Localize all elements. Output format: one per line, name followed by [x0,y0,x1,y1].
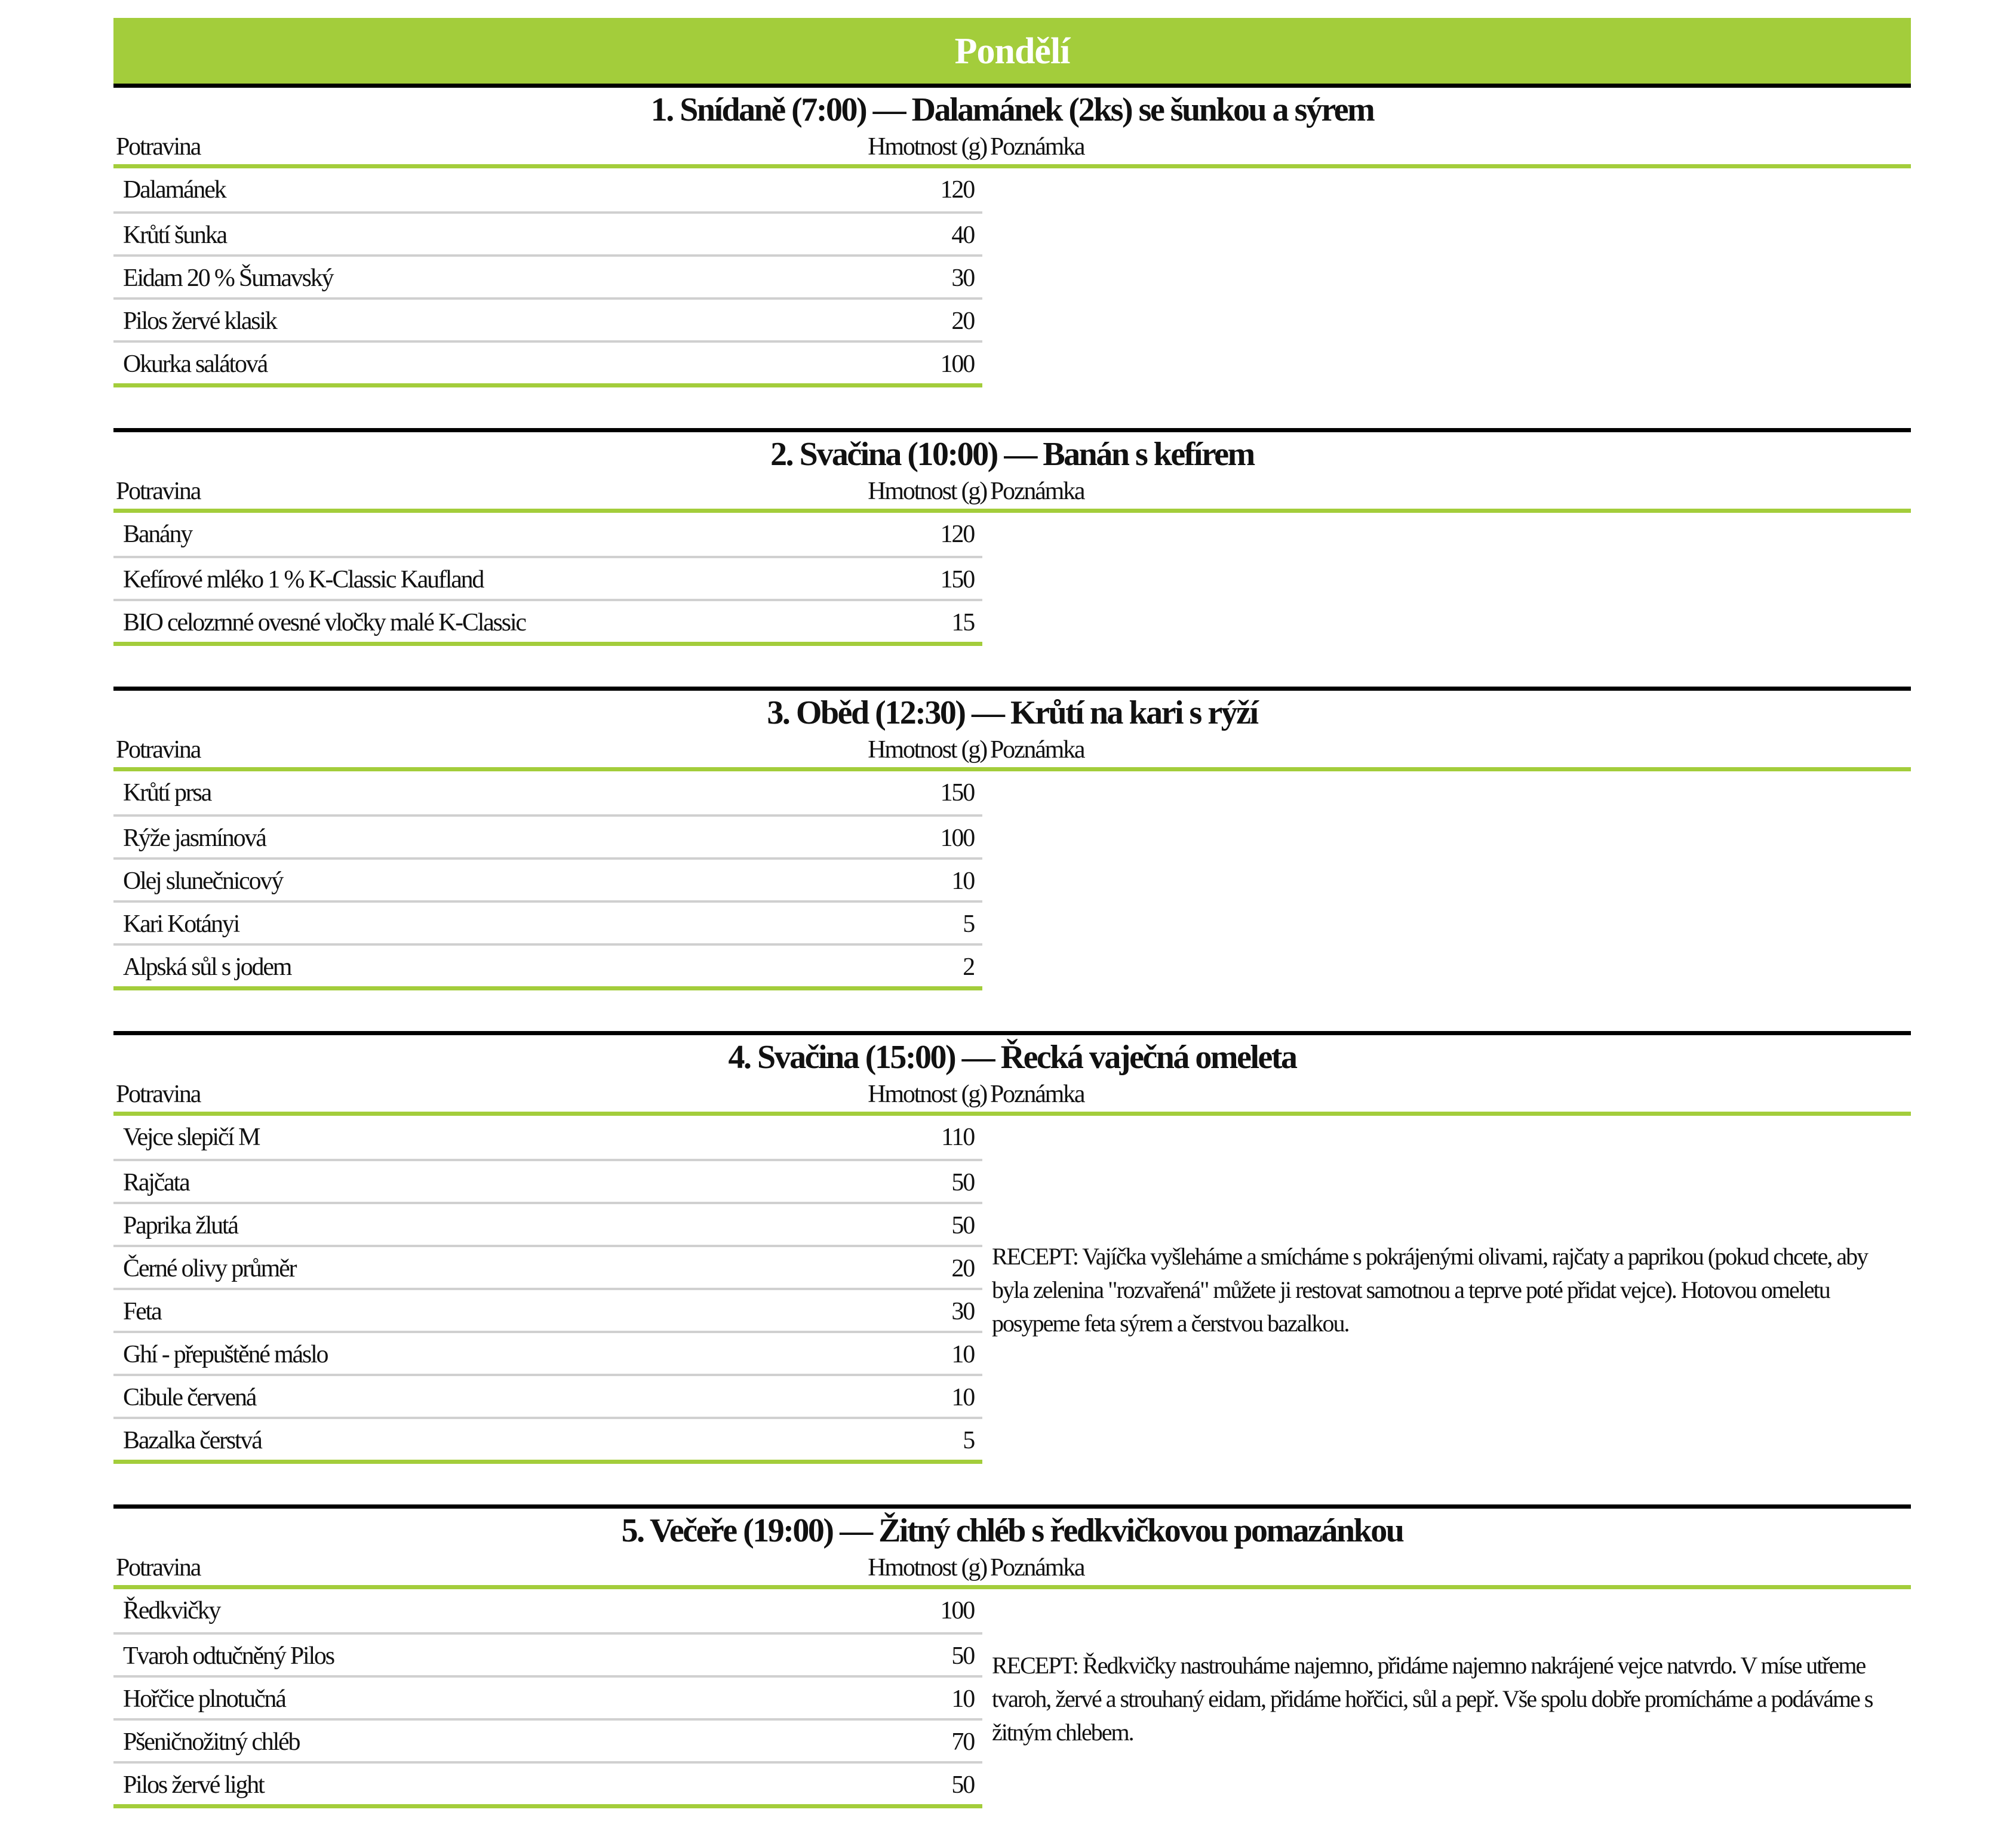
food-weight: 20 [951,307,974,335]
food-name: Ghí - přepuštěné máslo [123,1341,328,1368]
column-header-note: Poznámka [990,1554,1084,1581]
food-weight: 10 [951,867,974,895]
table-row [113,556,982,599]
meal-section [113,428,1911,646]
food-name: Cibule červená [123,1384,256,1411]
column-header-weight: Hmotnost (g) [868,478,987,505]
table-row [113,168,982,211]
food-weight: 120 [940,521,974,548]
table-row [113,254,982,297]
table-header [113,733,1911,771]
food-name: Krůtí šunka [123,221,226,249]
food-name: Olej slunečnicový [123,867,283,895]
table-row [113,900,982,943]
food-weight: 20 [951,1255,974,1282]
food-table [113,771,982,990]
table-row [113,1761,982,1804]
food-weight: 150 [940,566,974,593]
food-weight: 15 [951,609,974,636]
food-weight: 10 [951,1341,974,1368]
table-row [113,857,982,900]
food-weight: 110 [941,1124,974,1151]
recipe-note [982,168,1911,387]
table-header [113,474,1911,513]
food-table [113,1589,982,1808]
food-name: Dalamánek [123,176,226,204]
table-row [113,599,982,642]
table-row [113,1331,982,1374]
food-name: Bazalka čerstvá [123,1427,262,1454]
table-row [113,513,982,556]
food-name: Rajčata [123,1169,189,1196]
table-row [113,1288,982,1331]
table-row [113,1718,982,1761]
table-header [113,1550,1911,1589]
column-header-note: Poznámka [990,133,1084,161]
food-weight: 100 [940,824,974,852]
food-weight: 50 [951,1169,974,1196]
meal-section [113,1504,1911,1808]
food-name: Pilos žervé light [123,1771,264,1799]
column-header-food: Potravina [116,736,201,764]
column-header-note: Poznámka [990,736,1084,764]
table-header [113,1077,1911,1116]
food-weight: 5 [963,1427,974,1454]
meal-title: 2. Svačina (10:00) — Banán s kefírem [770,436,1254,473]
column-header-weight: Hmotnost (g) [868,133,987,161]
recipe-note [982,513,1911,646]
food-weight: 30 [951,264,974,292]
food-name: Okurka salátová [123,350,268,378]
food-weight: 40 [951,221,974,249]
food-name: Krůtí prsa [123,779,211,807]
food-weight: 120 [940,176,974,204]
day-header: Pondělí [113,18,1911,84]
food-name: BIO celozrnné ovesné vločky malé K-Classic [123,609,525,636]
food-table [113,168,982,387]
food-name: Eidam 20 % Šumavský [123,264,333,292]
meal-section [113,1031,1911,1464]
table-row [113,771,982,814]
food-name: Banány [123,521,192,548]
food-name: Paprika žlutá [123,1212,238,1239]
recipe-note [982,1116,1911,1464]
food-name: Feta [123,1298,161,1325]
food-weight: 70 [951,1728,974,1756]
food-name: Vejce slepičí M [123,1124,260,1151]
food-name: Pilos žervé klasik [123,307,276,335]
table-row [113,1374,982,1417]
recipe-text: RECEPT: Vajíčka vyšleháme a smícháme s pokrájenými olivami, rajčaty a paprikou (pokud chcete, aby byla zelenina "rozvařená" můžete ji restovat samotnou a teprve poté přidat vejce). Hotovou omeletu posypeme feta sýrem a čerstvou bazalkou. [992,1242,1868,1337]
meal-plan-page [113,18,1911,1808]
meal-title: 4. Svačina (15:00) — Řecká vaječná omeleta [728,1039,1296,1076]
meal-section [113,687,1911,990]
table-row [113,1417,982,1460]
food-weight: 100 [940,1597,974,1624]
table-row [113,1245,982,1288]
food-name: Tvaroh odtučněný Pilos [123,1642,334,1670]
food-weight: 150 [940,779,974,807]
food-weight: 2 [963,953,974,981]
table-row [113,1159,982,1202]
table-row [113,1589,982,1632]
food-weight: 50 [951,1771,974,1799]
food-table [113,513,982,646]
column-header-food: Potravina [116,1554,201,1581]
food-weight: 50 [951,1642,974,1670]
meal-title: 5. Večeře (19:00) — Žitný chléb s ředkvičkovou pomazánkou [621,1512,1403,1549]
food-name: Černé olivy průměr [123,1255,296,1282]
column-header-weight: Hmotnost (g) [868,1554,987,1581]
meal-title: 3. Oběd (12:30) — Krůtí na kari s rýží [767,694,1258,731]
recipe-note [982,771,1911,990]
table-row [113,211,982,254]
food-weight: 10 [951,1685,974,1713]
food-weight: 100 [940,350,974,378]
food-name: Hořčice plnotučná [123,1685,285,1713]
food-weight: 50 [951,1212,974,1239]
food-weight: 10 [951,1384,974,1411]
food-name: Pšeničnožitný chléb [123,1728,300,1756]
table-header [113,130,1911,168]
column-header-note: Poznámka [990,1081,1084,1108]
meal-title: 1. Snídaně (7:00) — Dalamánek (2ks) se šunkou a sýrem [650,91,1374,128]
table-row [113,1202,982,1245]
column-header-food: Potravina [116,1081,201,1108]
table-row [113,943,982,986]
column-header-food: Potravina [116,478,201,505]
meal-section [113,84,1911,387]
column-header-food: Potravina [116,133,201,161]
table-row [113,1675,982,1718]
food-weight: 30 [951,1298,974,1325]
table-row [113,1116,982,1159]
recipe-note [982,1589,1911,1808]
food-name: Kefírové mléko 1 % K-Classic Kaufland [123,566,484,593]
column-header-weight: Hmotnost (g) [868,736,987,764]
food-name: Rýže jasmínová [123,824,266,852]
food-weight: 5 [963,910,974,938]
column-header-note: Poznámka [990,478,1084,505]
food-table [113,1116,982,1464]
food-name: Alpská sůl s jodem [123,953,291,981]
table-row [113,340,982,383]
table-row [113,297,982,340]
table-row [113,814,982,857]
column-header-weight: Hmotnost (g) [868,1081,987,1108]
food-name: Ředkvičky [123,1597,220,1624]
meals-list [113,84,1911,1808]
food-name: Kari Kotányi [123,910,239,938]
recipe-text: RECEPT: Ředkvičky nastrouháme najemno, přidáme najemno nakrájené vejce natvrdo. V míse utřeme tvaroh, žervé a strouhaný eidam, přidáme hořčici, sůl a pepř. Vše spolu dobře promícháme a podáváme s žitným chlebem. [992,1651,1873,1746]
table-row [113,1632,982,1675]
